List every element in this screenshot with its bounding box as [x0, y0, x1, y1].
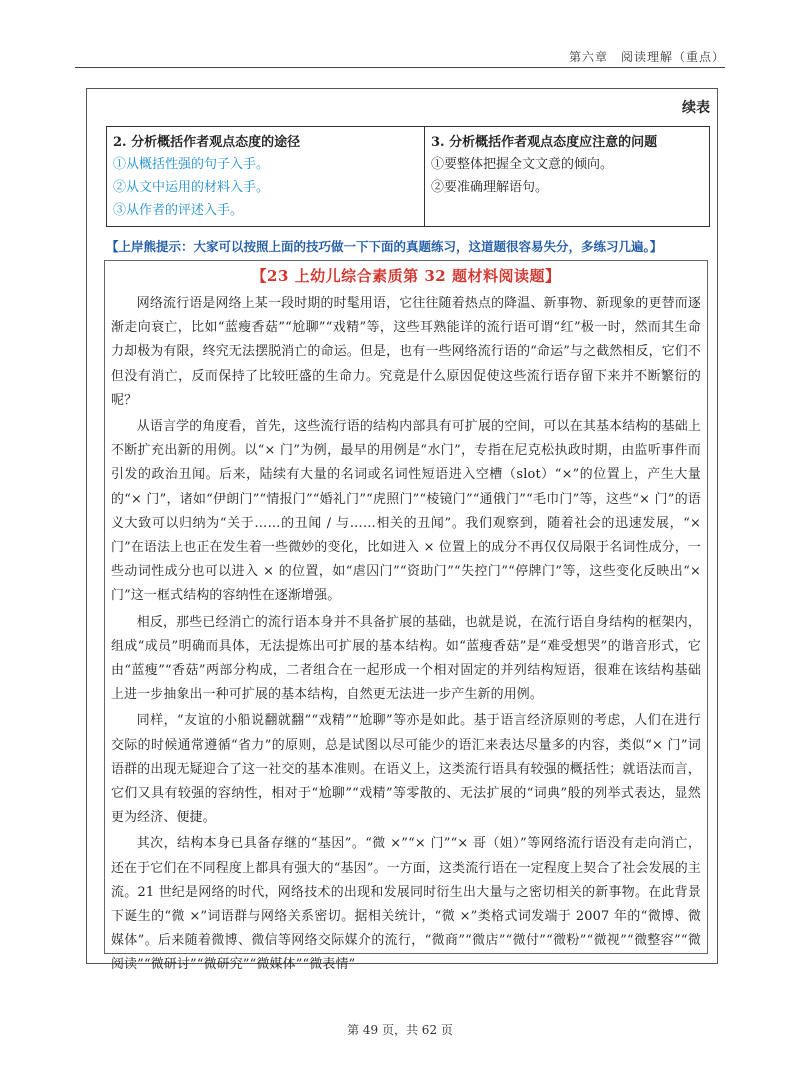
left-item: ①从概括性强的句子入手。: [113, 157, 270, 172]
right-item: ①要整体把握全文文意的倾向。: [431, 157, 614, 172]
right-heading: 3. 分析概括作者观点态度应注意的问题: [431, 135, 658, 150]
continued-label: 续表: [682, 100, 710, 116]
right-item: ②要准确理解语句。: [431, 180, 549, 195]
tips-right-cell: [425, 127, 710, 227]
left-item: ③从作者的评述入手。: [113, 203, 244, 218]
header-divider: [75, 67, 725, 68]
reading-passage: [104, 260, 708, 973]
study-hint: 【上岸熊提示：大家可以按照上面的技巧做一下下面的真题练习，这道题很容易失分，多练习几遍。】: [106, 239, 663, 254]
passage-paragraph: 从语言学的角度看，首先，这些流行语的结构内部具有可扩展的空间，可以在其基本结构的基础上不断扩充出新的用例。以“× 门”为例，最早的用例是“水门”，专指在尼克松执政时期，由监听事件而引发的政治丑闻。后来，陆续有大量的名词或名词性短语进入空槽（slot）“×”的位置上，产生大量的“× 门”，诸如“伊朗门”“情报门”“婚礼门”“虎照门”“棱镜门”“通俄门”“毛巾门”等，这些“× 门”的语义大致可以归纳为“关于……的丑闻 / 与……相关的丑闻”。我们观察到，随着社会的迅速发展，“× 门”在语法上也正在发生着一些微妙的变化，比如进入 × 位置上的成分不再仅仅局限于名词性成分，一些动词性成分也可以进入 × 的位置，如“虐囚门”“资助门”“失控门”“停牌门”等，这些变化反映出“× 门”这一框式结构的容纳性在逐渐增强。: [111, 419, 701, 604]
page-footer: 第 49 页，共 62 页: [347, 1023, 453, 1037]
chapter-header: 第六章 阅读理解（重点）: [568, 50, 725, 64]
passage-paragraph: 其次，结构本身已具备存继的“基因”。“微 ×”“× 门”“× 哥（姐）”等网络流行语没有走向消亡，还在于它们在不同程度上都具有强大的“基因”。一方面，这类流行语在一定程度上契合了社会发展的主流。21 世纪是网络的时代，网络技术的出现和发展同时衍生出大量与之密切相关的新事物。在此背景下诞生的“微 ×”词语群与网络关系密切。据相关统计，“微 ×”类格式词发端于 2007 年的“微博、微媒体”。后来随着微博、微信等网络交际媒介的流行，“微商”“微店”“微付”“微粉”“微视”“微整容”“微阅读”“微研讨”“微研究”“微媒体”“微表情”: [111, 836, 701, 973]
passage-paragraph: 网络流行语是网络上某一段时期的时髦用语，它往往随着热点的降温、新事物、新现象的更替而逐渐走向衰亡，比如“蓝瘦香菇”“尬聊”“戏精”等，这些耳熟能详的流行语可谓“红”极一时，然而其生命力却极为有限，终究无法摆脱消亡的命运。但是，也有一些网络流行语的“命运”与之截然相反，它们不但没有消亡，反而保持了比较旺盛的生命力。究竟是什么原因促使这些流行语存留下来并不断繁衍的呢？: [111, 296, 701, 408]
passage-paragraph: 同样，“友谊的小船说翻就翻”“戏精”“尬聊”等亦是如此。基于语言经济原则的考虑，人们在进行交际的时候通常遵循“省力”的原则，总是试图以尽可能少的语汇来表达尽量多的内容，类似“× 门”词语群的出现无疑迎合了这一社交的基本准则。在语义上，这类流行语具有较强的概括性；就语法而言，它们又具有较强的容纳性，相对于“尬聊”“戏精”等零散的、无法扩展的“词典”般的列举式表达，显然更为经济、便捷。: [111, 713, 701, 826]
left-heading: 2. 分析概括作者观点态度的途径: [113, 135, 301, 150]
left-item: ②从文中运用的材料入手。: [113, 180, 270, 195]
tips-left-cell: [107, 127, 425, 227]
passage-paragraph: 相反，那些已经消亡的流行语本身并不具备扩展的基础，也就是说，在流行语自身结构的框架内，组成“成员”明确而具体，无法提炼出可扩展的基本结构。如“蓝瘦香菇”是“难受想哭”的谐音形式，它由“蓝瘦”“香菇”两部分构成，二者组合在一起形成一个相对固定的并列结构短语，很难在该结构基础上进一步抽象出一种可扩展的基本结构，自然更无法进一步产生新的用例。: [111, 614, 701, 703]
passage-title: 【23 上幼儿综合素质第 32 题材料阅读题】: [251, 267, 561, 285]
tips-table: [106, 126, 710, 227]
